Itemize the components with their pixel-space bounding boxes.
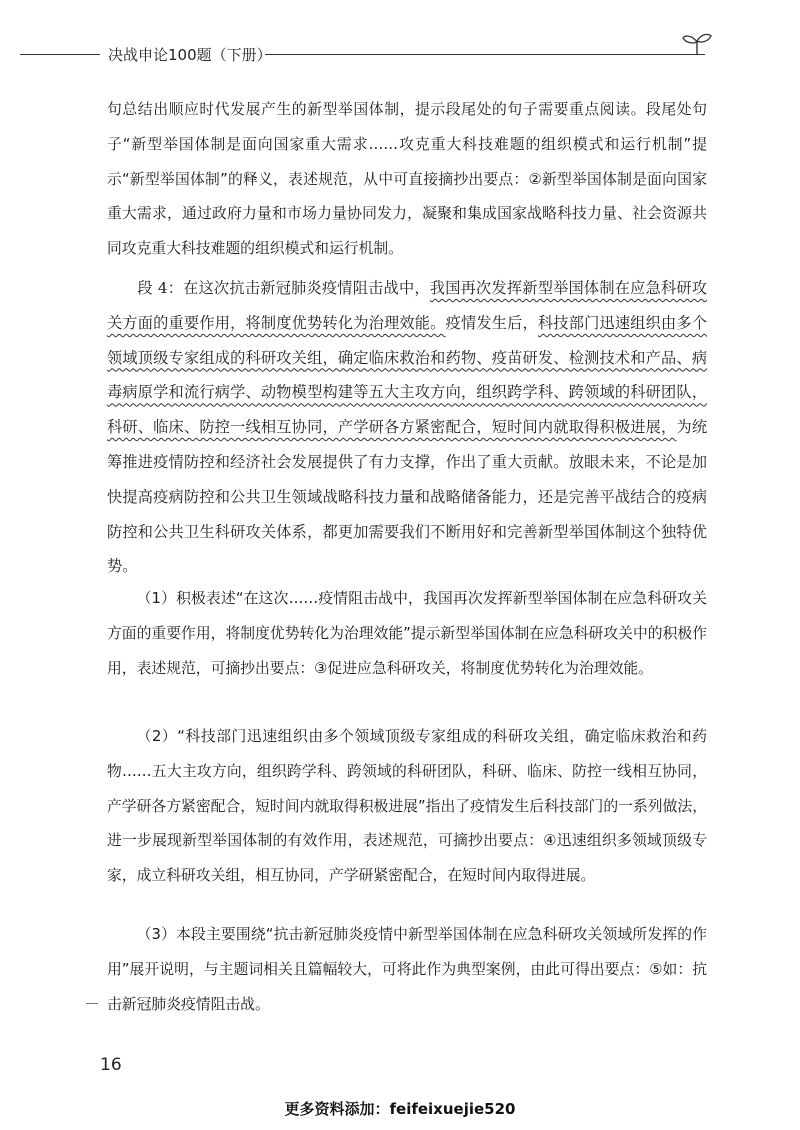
header-rule-right <box>265 54 705 55</box>
segment-4-part-3: 疫情发生后， <box>445 313 538 332</box>
segment-4-text <box>107 271 707 584</box>
segment-label: 段 4： <box>137 279 184 297</box>
book-title: 决战申论100题（下册） <box>108 46 272 64</box>
analysis-2: （2）“科技部门迅速组织由多个领域顶级专家组成的科研攻关组，确定临床救治和药物……五大主攻方向，组织跨学科、跨领域的科研团队，科研、临床、防控一线相互协同，产学研各方紧密配合，短时间内就取得积极进展”指出了疫情发生后科技部门的一系列做法，进一步展现新型举国体制的有效作用，表述规范，可摘抄出要点：④迅速组织多领域顶级专家，成立科研攻关组，相互协同，产学研紧密配合，在短时间内取得进展。 <box>107 728 707 885</box>
intro-paragraph: 句总结出顺应时代发展产生的新型举国体制，提示段尾处的句子需要重点阅读。段尾处句子“新型举国体制是面向国家重大需求……攻克重大科技难题的组织模式和运行机制”提示“新型举国体制”的释义，表述规范，从中可直接摘抄出要点：②新型举国体制是面向国家重大需求，通过政府力量和市场力量协同发力，凝聚和集成国家战略科技力量、社会资源共同攻克重大科技难题的组织模式和运行机制。 <box>107 101 707 258</box>
segment-4-part-4-underlined: 科技部门迅速组织由多个领域顶级专家组成的科研攻关组，确定临床救治和药物、疫苗研发、检测技术和产品、病毒病原学和流行病学、动物模型构建等五大主攻方向，组织跨学科、跨领域的科研团队，科研、临床、防控一线相互协同，产学研各方紧密配合，短时间内就取得积极进展， <box>107 313 708 437</box>
margin-mark <box>86 1003 98 1004</box>
page-number: 16 <box>100 1055 122 1075</box>
sprout-icon <box>680 32 714 56</box>
analysis-3: （3）本段主要围绕“抗击新冠肺炎疫情中新型举国体制在应急科研攻关领域所发挥的作用”展开说明，与主题词相关且篇幅较大，可将此作为典型案例，由此可得出要点：⑤如：抗击新冠肺炎疫情阻击战。 <box>107 926 707 1013</box>
segment-4-part-2-underlined: 我国再次发挥新型举国体制在应急科研攻关方面的重要作用，将制度优势转化为治理效能。 <box>107 279 708 332</box>
footer-note: 更多资料添加：feifeixuejie520 <box>284 1100 516 1118</box>
segment-4-part-1: 在这次抗击新冠肺炎疫情阻击战中， <box>183 279 430 297</box>
analysis-1: （1）积极表述“在这次……疫情阻击战中，我国再次发挥新型举国体制在应急科研攻关方面的重要作用，将制度优势转化为治理效能”提示新型举国体制在应急科研攻关中的积极作用，表述规范，可摘抄出要点：③促进应急科研攻关，将制度优势转化为治理效能。 <box>107 590 707 677</box>
segment-4-part-5: 为统筹推进疫情防控和经济社会发展提供了有力支撑，作出了重大贡献。放眼未来，不论是加快提高疫病防控和公共卫生领域战略科技力量和战略储备能力，还是完善平战结合的疫病防控和公共卫生科研攻关体系，都更加需要我们不断用好和完善新型举国体制这个独特优势。 <box>107 418 708 576</box>
running-header <box>20 40 720 70</box>
header-rule-left <box>20 54 100 55</box>
